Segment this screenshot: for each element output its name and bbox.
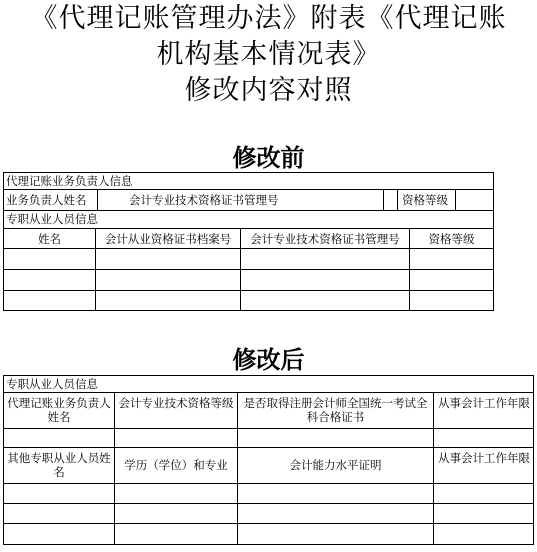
after-section-staff: 专职从业人员信息	[6, 377, 98, 391]
before-section-business-head: 代理记账业务负责人信息	[6, 174, 133, 188]
after-col-education: 学历（学位）和专业	[124, 458, 228, 472]
after-col-other-staff-name: 其他专职从业人员姓名	[7, 451, 111, 479]
document-title-line-2: 机构基本情况表》	[156, 39, 381, 70]
after-heading: 修改后	[232, 346, 305, 374]
after-col-work-years-2: 从事会计工作年限	[438, 451, 530, 465]
after-col-cpa-cert: 是否取得注册会计师全国统一考试全科合格证书	[243, 396, 428, 424]
before-head-grade-label: 资格等级	[402, 193, 448, 207]
after-col-head-name: 代理记账业务负责人姓名	[7, 396, 111, 424]
after-col-work-years-1: 从事会计工作年限	[438, 396, 530, 410]
before-col-archive-no: 会计从业资格证书档案号	[104, 232, 232, 246]
before-head-name-label: 业务负责人姓名	[6, 193, 87, 207]
before-section-staff: 专职从业人员信息	[6, 212, 98, 226]
document-title-line-3: 修改内容对照	[184, 75, 353, 106]
before-heading: 修改前	[232, 144, 305, 172]
before-col-name: 姓名	[38, 232, 61, 246]
before-head-cert-label: 会计专业技术资格证书管理号	[129, 193, 279, 207]
before-col-grade: 资格等级	[428, 232, 475, 246]
document-title-line-1: 《代理记账管理办法》附表《代理记账	[30, 3, 507, 34]
after-col-ability-proof: 会计能力水平证明	[289, 458, 382, 472]
before-col-cert-no: 会计专业技术资格证书管理号	[250, 232, 400, 246]
after-col-tech-grade: 会计专业技术资格等级	[118, 396, 234, 410]
